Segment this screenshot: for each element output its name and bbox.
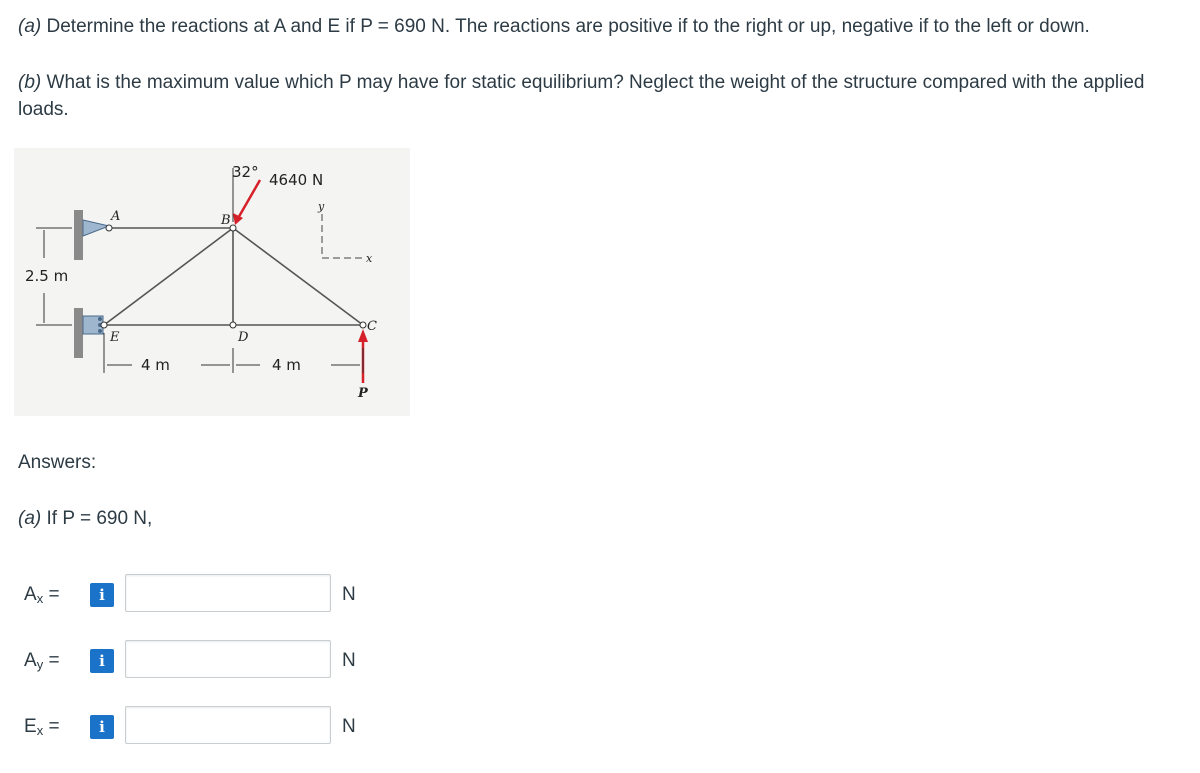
truss-members xyxy=(104,228,363,325)
span1-label: 4 m xyxy=(141,356,170,374)
truss-diagram xyxy=(14,148,410,416)
part-a-text: If P = 690 N, xyxy=(41,508,153,529)
info-icon[interactable]: i xyxy=(90,715,114,739)
pin-support-a xyxy=(83,220,109,236)
joint-e xyxy=(101,322,107,328)
label-d: D xyxy=(238,330,249,345)
ex-label: $E_x$ = xyxy=(24,716,60,738)
answer-row-ay xyxy=(0,640,400,682)
axis-y-label: y xyxy=(318,200,325,213)
question-a-text: Determine the reactions at A and E if P = 690 N. The reactions are positive if to the right or up, negative if to the left or down. xyxy=(41,16,1090,37)
joint-c xyxy=(360,322,366,328)
ax-unit: N xyxy=(342,584,356,605)
answer-row-ex xyxy=(0,706,400,748)
ax-input[interactable] xyxy=(125,574,331,612)
ay-input[interactable] xyxy=(125,640,331,678)
joint-a xyxy=(106,225,112,231)
axis-x-label: x xyxy=(366,252,373,265)
label-a: A xyxy=(111,209,121,224)
question-b-prefix: (b) xyxy=(18,72,42,93)
label-p: P xyxy=(358,386,368,401)
ay-label: $A_y$ = xyxy=(24,650,60,672)
label-b: B xyxy=(221,213,231,228)
label-c: C xyxy=(367,319,377,334)
ex-input[interactable] xyxy=(125,706,331,744)
question-b xyxy=(18,69,1188,123)
label-e: E xyxy=(110,330,120,345)
question-b-text: What is the maximum value which P may have for static equilibrium? Neglect the weight of the structure compared with the applied loads. xyxy=(18,72,1145,120)
info-icon[interactable]: i xyxy=(90,583,114,607)
wall-upper xyxy=(74,210,83,260)
coordinate-axes xyxy=(322,214,364,258)
question-a-prefix: (a) xyxy=(18,16,42,37)
answer-row-ax xyxy=(0,574,400,616)
span2-label: 4 m xyxy=(272,356,301,374)
part-a-prefix: (a) xyxy=(18,508,42,529)
wall-lower xyxy=(74,308,83,358)
ax-label: $A_x$ = xyxy=(24,584,60,606)
truss-figure xyxy=(14,148,410,416)
joint-d xyxy=(230,322,236,328)
joint-b xyxy=(230,225,236,231)
force-arrow-b xyxy=(237,180,260,220)
force-label: 4640 N xyxy=(269,171,324,189)
height-label: 2.5 m xyxy=(25,267,69,285)
question-a xyxy=(18,13,1188,40)
ay-unit: N xyxy=(342,650,356,671)
answers-heading: Answers: xyxy=(18,452,97,473)
part-a-label xyxy=(18,508,152,530)
force-arrow-head-b xyxy=(233,213,243,225)
info-icon[interactable]: i xyxy=(90,649,114,673)
ex-unit: N xyxy=(342,716,356,737)
angle-label: 32° xyxy=(232,163,259,181)
